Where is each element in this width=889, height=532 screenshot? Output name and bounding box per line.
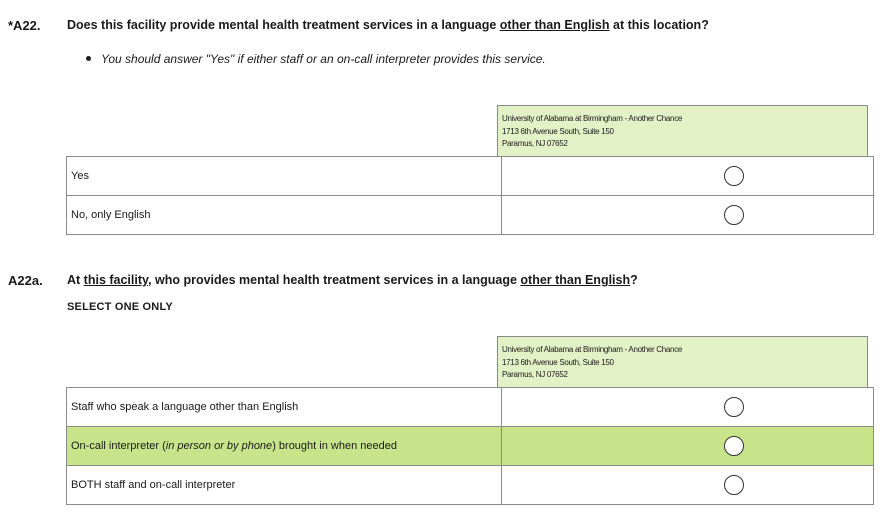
answer-grid-a22 <box>66 156 874 235</box>
facility-address: 1713 6th Avenue South, Suite 150 <box>502 126 614 136</box>
question-text-underlined: other than English <box>499 18 610 32</box>
answer-row-yes <box>67 157 874 196</box>
answer-row-interpreter <box>67 427 874 466</box>
answer-label: BOTH staff and on-call interpreter <box>67 466 502 505</box>
question-text-part: ? <box>630 273 638 287</box>
facility-name: University of Alabama at Birmingham - Another Chance <box>502 345 683 354</box>
radio-both[interactable] <box>724 475 744 495</box>
question-note-a22 <box>86 52 546 66</box>
answer-cell <box>502 157 874 196</box>
answer-label <box>67 427 502 466</box>
answer-row-no <box>67 196 874 235</box>
facility-address: 1713 6th Avenue South, Suite 150 <box>502 357 614 367</box>
answer-cell <box>502 427 874 466</box>
answer-cell <box>502 196 874 235</box>
label-italic: in person or by phone <box>165 440 273 452</box>
answer-grid-a22a <box>66 387 874 505</box>
answer-label: Yes <box>67 157 502 196</box>
answer-label: No, only English <box>67 196 502 235</box>
question-text-underlined: this facility <box>83 273 149 287</box>
radio-yes[interactable] <box>724 166 744 186</box>
question-text-a22 <box>67 18 709 32</box>
answer-label: Staff who speak a language other than English <box>67 388 502 427</box>
question-text-underlined: other than English <box>520 273 631 287</box>
facility-header-a22 <box>497 105 868 157</box>
facility-city: Paramus, NJ 07652 <box>502 370 568 379</box>
answer-cell <box>502 388 874 427</box>
radio-no-only-english[interactable] <box>724 205 744 225</box>
radio-staff[interactable] <box>724 397 744 417</box>
answer-row-both <box>67 466 874 505</box>
select-one-instruction: SELECT ONE ONLY <box>67 301 173 313</box>
radio-on-call-interpreter[interactable] <box>724 436 744 456</box>
question-number-a22: *A22. <box>8 18 41 33</box>
question-number-a22a: A22a. <box>8 273 43 288</box>
facility-city: Paramus, NJ 07652 <box>502 139 568 148</box>
facility-name: University of Alabama at Birmingham - Another Chance <box>502 114 683 123</box>
question-text-part: , who provides mental health treatment services in a language <box>148 273 521 287</box>
facility-header-a22a <box>497 336 868 388</box>
answer-cell <box>502 466 874 505</box>
question-text-part: At <box>67 273 84 287</box>
question-text-part: at this location? <box>609 18 709 32</box>
label-part: ) brought in when needed <box>272 440 397 452</box>
label-part: On-call interpreter ( <box>71 440 166 452</box>
question-text-part: Does this facility provide mental health treatment services in a language <box>67 18 500 32</box>
bullet-icon <box>86 56 91 61</box>
note-text: You should answer "Yes" if either staff or an on-call interpreter provides this service. <box>101 52 546 66</box>
answer-row-staff <box>67 388 874 427</box>
question-text-a22a <box>67 273 638 287</box>
